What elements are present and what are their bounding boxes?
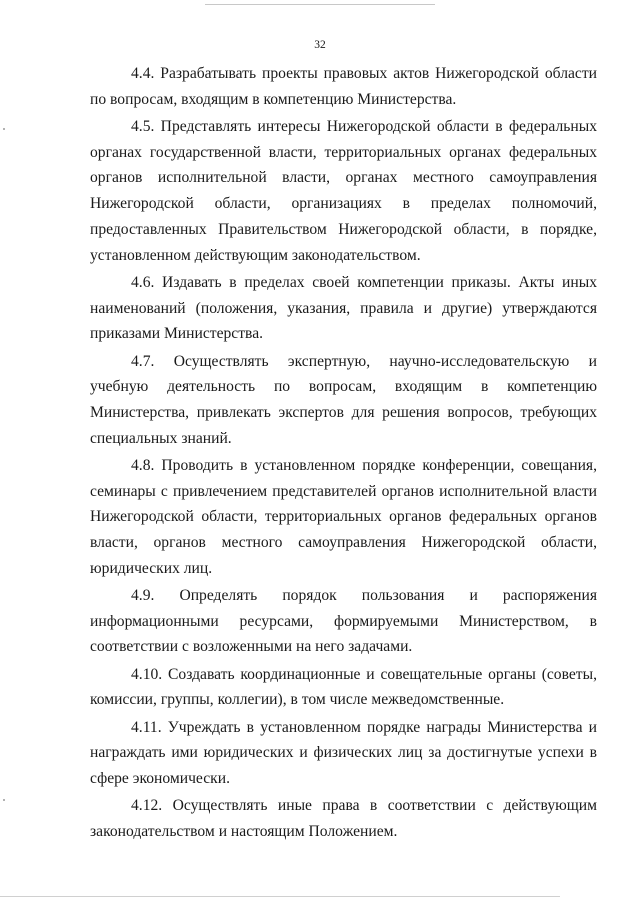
bottom-scan-line	[0, 896, 560, 897]
document-body	[90, 61, 597, 845]
scan-speck	[3, 128, 5, 130]
paragraph-4-8: 4.8. Проводить в установленном порядке конференции, совещания, семинары с привлечением представителей органов исполнительной власти Нижегородской области, территориальных органов федеральных органов власти, органов местного самоуправления Нижегородской области, юридических лиц.	[90, 456, 597, 577]
paragraph-4-10: 4.10. Создавать координационные и совещательные органы (советы, комиссии, группы, коллегии), в том числе межведомственные.	[90, 665, 597, 709]
paragraph-4-6: 4.6. Издавать в пределах своей компетенции приказы. Акты иных наименований (положения, указания, правила и другие) утверждаются приказами Министерства.	[90, 273, 597, 343]
paragraph-4-12: 4.12. Осуществлять иные права в соответствии с действующим законодательством и настоящим Положением.	[90, 797, 597, 841]
top-scan-line	[205, 4, 435, 5]
scan-speck	[3, 799, 5, 801]
page-number: 32	[314, 39, 326, 51]
paragraph-4-5: 4.5. Представлять интересы Нижегородской области в федеральных органах государственной власти, территориальных органах федеральных органов исполнительной власти, органах местного самоуправления Нижегородской области, организациях в пределах полномочий, предоставленных Правительством Нижегородской области, в порядке, установленном действующим законодательством.	[90, 118, 597, 264]
paragraph-4-4: 4.4. Разрабатывать проекты правовых актов Нижегородской области по вопросам, входящим в компетенцию Министерства.	[90, 65, 597, 108]
paragraph-4-11: 4.11. Учреждать в установленном порядке награды Министерства и награждать ими юридических и физических лиц за достигнутые успехи в сфере экономически.	[90, 718, 597, 788]
paragraph-4-9: 4.9. Определять порядок пользования и распоряжения информационными ресурсами, формируемыми Министерством, в соответствии с возложенными на него задачами.	[90, 587, 597, 656]
paragraph-4-7: 4.7. Осуществлять экспертную, научно-исследовательскую и учебную деятельность по вопросам, входящим в компетенцию Министерства, привлекать экспертов для решения вопросов, требующих специальных знаний.	[90, 352, 597, 447]
